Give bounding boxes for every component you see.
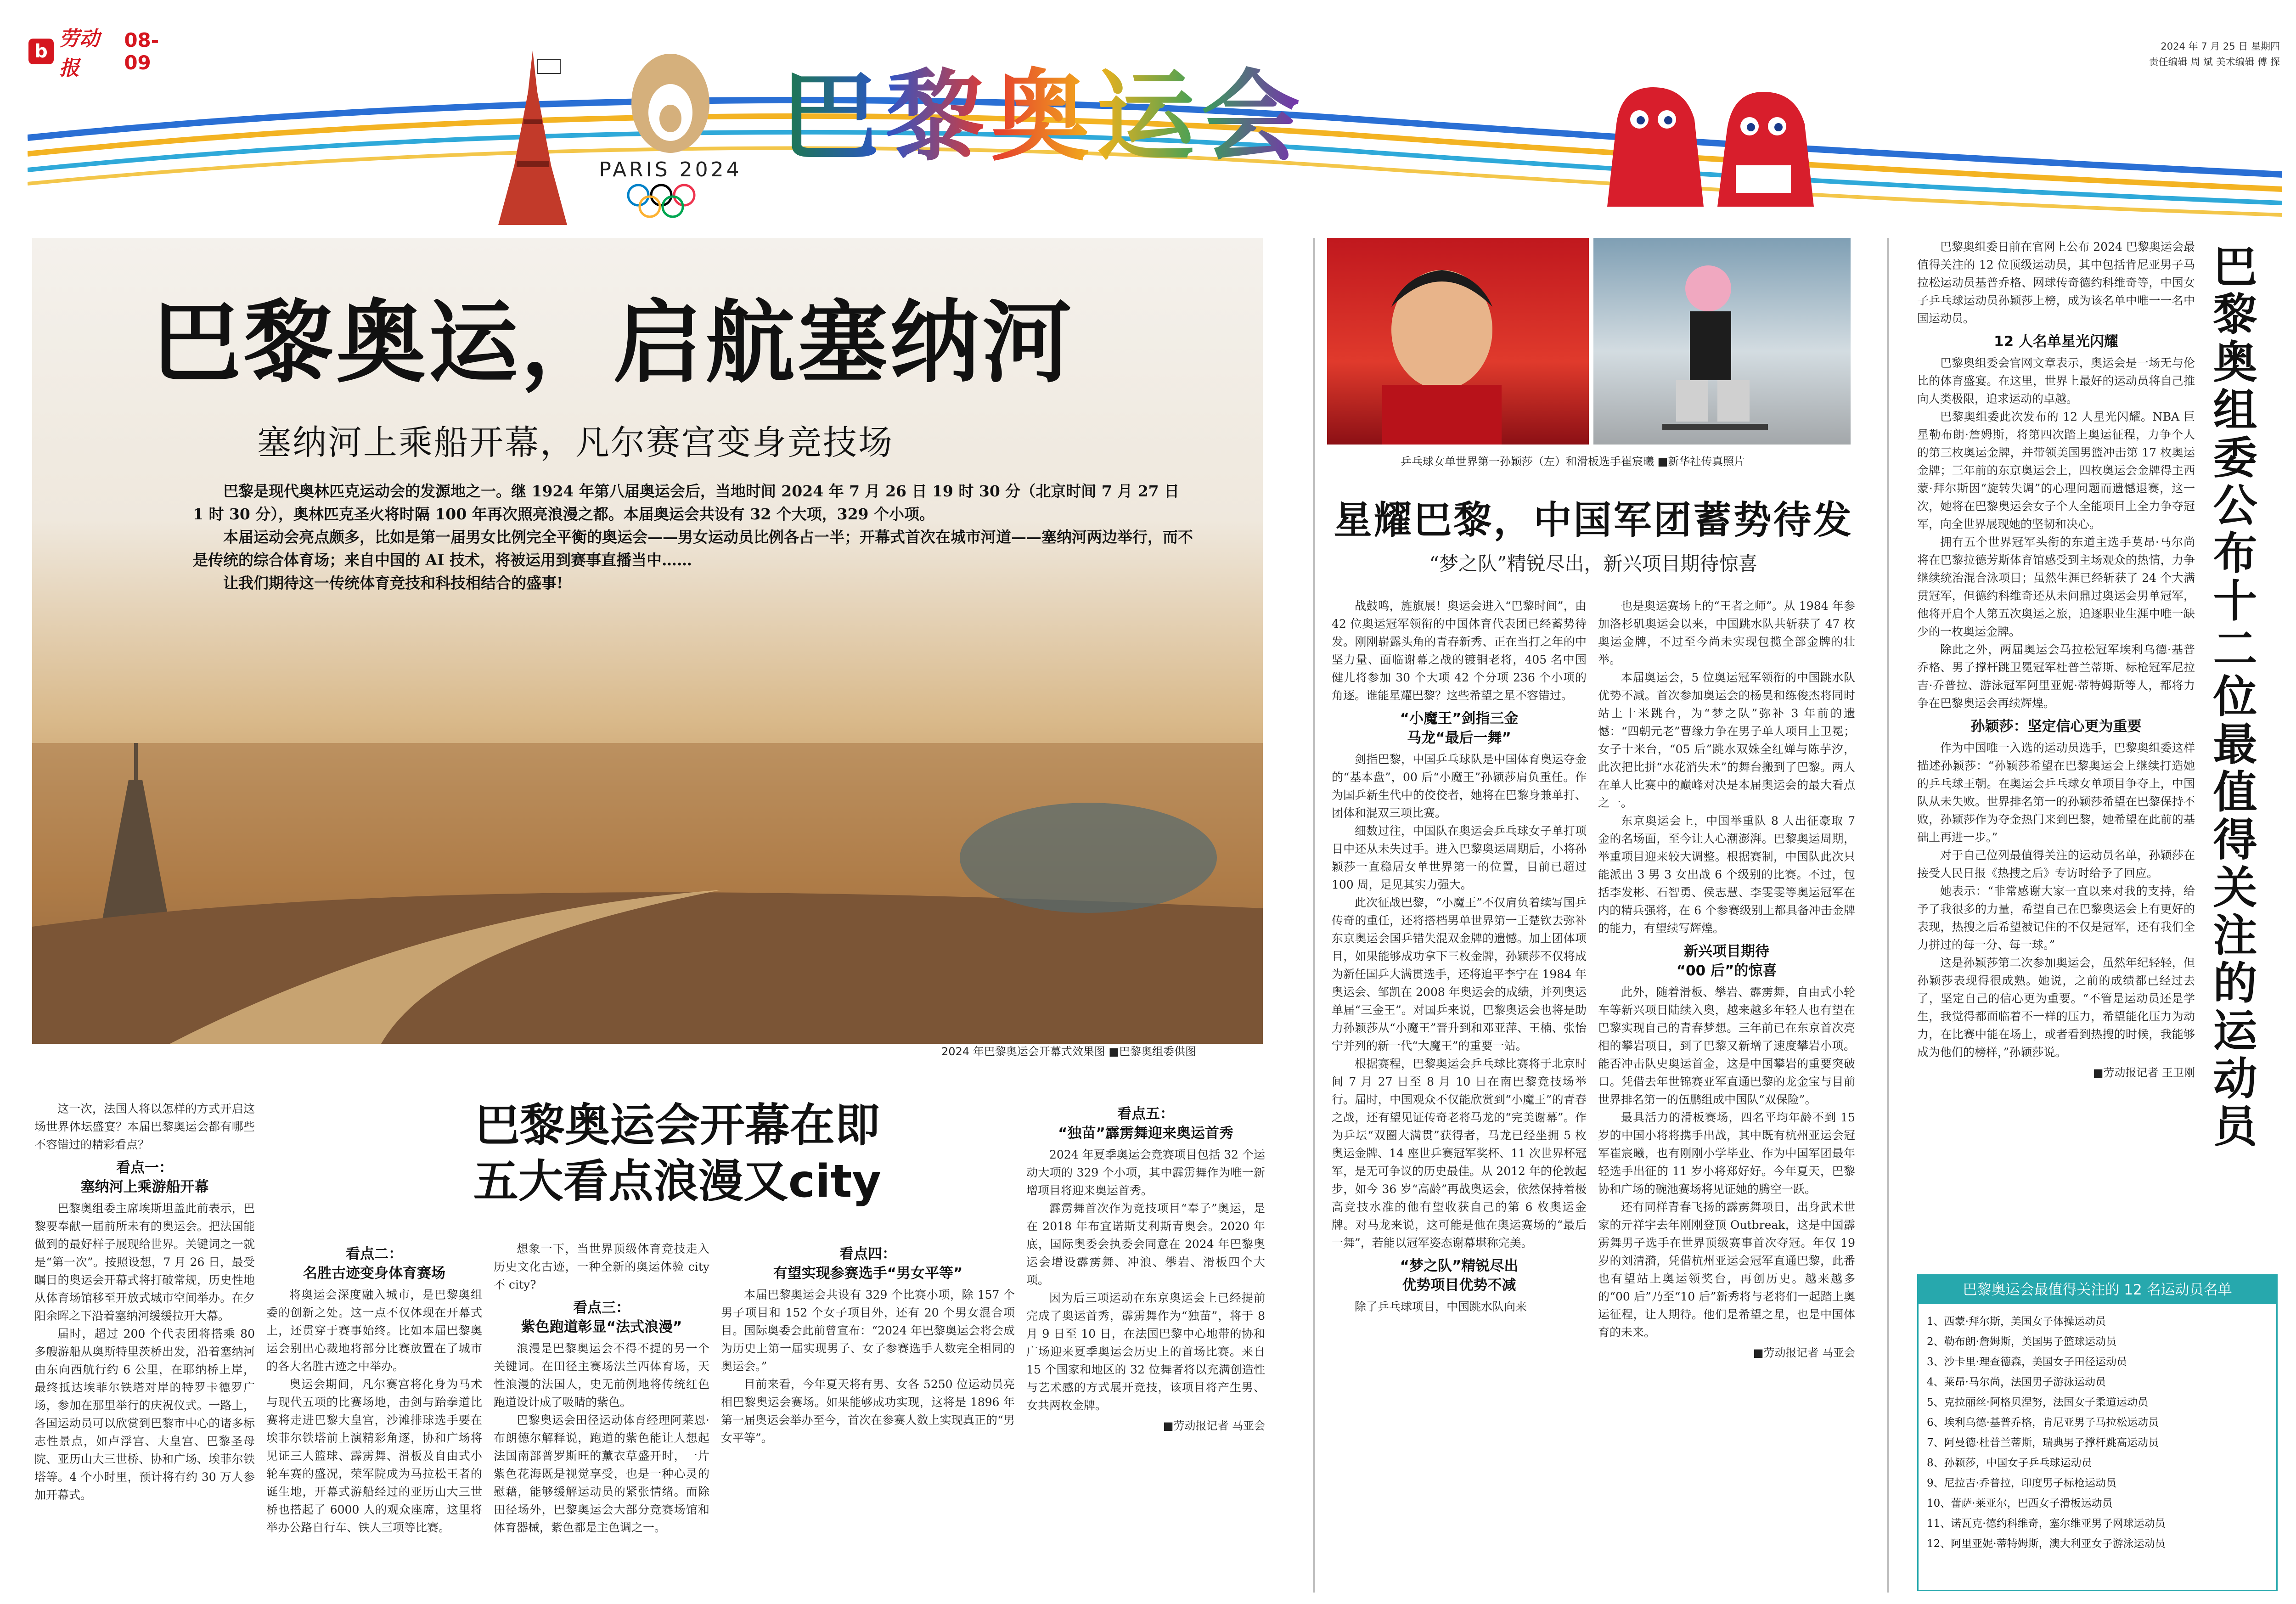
section-heading: 孙颖莎：坚定信心更为重要 [1970, 718, 2142, 735]
article-byline: ■劳动报记者 马亚会 [1753, 1346, 1855, 1359]
article-paragraph: 巴黎奥运会田径运动体育经理阿莱恩·布朗德尔解释说，跑道的紫色能让人想起法国南部普罗斯旺的薰衣草盛开时，一片紫色花海既是视觉享受，也是一种心灵的慰藉，能够缓解运动员的紧张情绪。而除田径场外，巴黎奥运会大部分竞赛场馆和体育器械，紫色都是主色调之一。 [494, 1413, 709, 1534]
article-paragraph: 细数过往，中国队在奥运会乒乓球女子单打项目中还从未失过手。进入巴黎奥运周期后，小将孙颖莎一直稳居女单世界第一的位置，目前已超过 100 周，足见其实力强大。 [1332, 824, 1587, 891]
middle-headline: 星耀巴黎，中国军团蓄势待发 [1334, 498, 1853, 542]
page-number: 08-09 [124, 29, 159, 74]
column-divider [1313, 238, 1315, 1593]
list-item: 10、蕾萨·莱亚尔，巴西女子滑板运动员 [1927, 1497, 2113, 1509]
cui-chenxi-photo [1593, 238, 1851, 445]
article2-headline-line1: 巴黎奥运会开幕在即 [474, 1099, 880, 1152]
article-byline: ■劳动报记者 王卫刚 [2093, 1066, 2195, 1079]
article-paragraph: 除了乒乓球项目，中国跳水队向来 [1355, 1300, 1527, 1313]
middle-column-2 [1598, 597, 1855, 1593]
lead-photo-caption: 2024 年巴黎奥运会开幕式效果图 ■巴黎奥组委供图 [941, 1045, 1197, 1058]
paris-flame-icon [583, 51, 758, 156]
article-paragraph: 浪漫是巴黎奥运会不得不提的另一个关键词。在田径主赛场法兰西体育场，天性浪漫的法国人，史无前例地将传统红色跑道设计成了吸睛的紫色。 [494, 1342, 709, 1409]
article-paragraph: 对于自己位列最值得关注的运动员名单，孙颖莎在接受人民日报《热搜之后》专访时给予了回应。 [1917, 849, 2195, 880]
list-item: 3、沙卡里·理查德森，美国女子田径运动员 [1927, 1356, 2127, 1368]
paris-2024-logo [583, 51, 758, 216]
athlete-list [1919, 1304, 2276, 1554]
article-paragraph: 也是奥运赛场上的“王者之师”。从 1984 年参加洛杉矶奥运会以来，中国跳水队共斩获了 47 枚奥运金牌，不过至今尚未实现包揽全部金牌的壮举。 [1598, 599, 1855, 666]
article-paragraph: 因为后三项运动在东京奥运会上已经提前完成了奥运首秀，霹雳舞作为“独苗”，将于 8 月 9 日至 10 日，在法国巴黎中心地带的协和广场迎来夏季奥运会历史上的首场比赛。来自 15 个国家和地区的 32 位舞者将以充满创造性与艺术感的方式展开竞技，该项目将产生男、女共两枚金牌。 [1026, 1291, 1265, 1412]
section-heading: “梦之队”精锐尽出 优势项目优势不减 [1400, 1258, 1519, 1294]
section-heading: 12 人名单星光闪耀 [1994, 333, 2118, 350]
skateboarder-illustration [1593, 238, 1851, 445]
section-heading: “小魔王”剑指三金 马龙“最后一舞” [1400, 710, 1519, 746]
list-item: 8、孙颖莎，中国女子乒乓球运动员 [1927, 1457, 2092, 1469]
olympic-rings-icon [583, 181, 758, 218]
article-paragraph: 还有同样青春飞扬的霹雳舞项目，出身武术世家的亓祥宇去年刚刚登顶 Outbreak，这是中国霹雳舞男子选手在世界顶级赛事首次夺冠。年仅 19 岁的刘清漪，凭借杭州亚运会冠军直通巴黎，此番也有望站上奥运领奖台，再创历史。越来越多的“00 后”乃至“10 后”新秀将与老将们一起踏上奥运征程，让人期待。他们是希望之星，也是中国体育的未来。 [1598, 1200, 1855, 1339]
paris-2024-text: PARIS 2024 [599, 158, 742, 181]
olympic-mascots-icon [1580, 69, 1846, 220]
article-paragraph: 奥运会期间，凡尔赛宫将化身为马术与现代五项的比赛场地，击剑与跆拳道比赛将走进巴黎大皇宫，沙滩排球选手要在埃菲尔铁塔前上演精彩角逐，协和广场将见证三人篮球、霹雳舞、滑板及自由式小轮车赛的盛况，荣军院成为马拉松王者的诞生地，开幕式游船经过的亚历山大三世桥也搭起了 6000 人的观众座席，这里将举办公路自行车、铁人三项等比赛。 [266, 1378, 482, 1534]
table-tennis-player-illustration [1327, 238, 1589, 445]
right-column [1917, 238, 2195, 1266]
article-paragraph: 剑指巴黎，中国乒乓球队是中国体育奥运夺金的“基本盘”，00 后“小魔王”孙颖莎肩负重任。作为国乒新生代中的佼佼者，她将在巴黎身兼单打、团体和混双三项比赛。 [1332, 753, 1587, 820]
lead-intro-paragraph: 巴黎是现代奥林匹克运动会的发源地之一。继 1924 年第八届奥运会后，当地时间 2024 年 7 月 26 日 19 时 30 分（北京时间 7 月 27 日 1 时 30 分），奥林匹克圣火将时隔 100 年再次照亮浪漫之都。本届奥运会共设有 32 个大项，329 个小项。 [193, 482, 1180, 523]
list-item: 5、克拉丽丝·阿格贝涅努，法国女子柔道运动员 [1927, 1396, 2148, 1408]
article-byline: ■劳动报记者 马亚会 [1163, 1419, 1265, 1432]
article-paragraph: 她表示：“非常感谢大家一直以来对我的支持，给予了我很多的力量，希望自己在巴黎奥运会上有更好的表现，热搜之后希望被记住的不仅是冠军，还有我们全力拼过的每一分、每一球。” [1917, 884, 2195, 951]
article-paragraph: 巴黎奥组委会官网文章表示，奥运会是一场无与伦比的体育盛宴。在这里，世界上最好的运动员将自己推向人类极限，追求运动的卓越。 [1917, 356, 2195, 405]
masthead-logo [28, 27, 185, 80]
editors-line: 责任编辑 周 斌 美术编辑 傅 探 [2149, 56, 2280, 68]
newspaper-name: 劳动报 [59, 27, 100, 80]
section-heading: 看点三： 紫色跑道彰显“法式浪漫” [521, 1300, 682, 1335]
section-heading: 看点五： “独苗”霹雳舞迎来奥运首秀 [1058, 1106, 1233, 1142]
article2-headline-line2: 五大看点浪漫又city [473, 1155, 882, 1208]
eiffel-tower-icon [487, 51, 579, 225]
article-paragraph: 根据赛程，巴黎奥运会乒乓球比赛将于北京时间 7 月 27 日至 8 月 10 日在南巴黎竞技场举行。届时，中国观众不仅能欣赏到“小魔王”的青春之战，还有望见证传奇老将马龙的“完美谢幕”。作为乒坛“双圈大满贯”获得者，马龙已经坐拥 5 枚奥运金牌、14 座世乒赛冠军奖杯、11 次世界杯冠军，是无可争议的历史最佳。从 2012 年的伦敦起步，如今 36 岁“高龄”再战奥运会，依然保持着极高竞技水准的他有望收获自己的第 6 枚奥运金牌。对马龙来说，这可能是他在奥运赛场的“最后一舞”，若能以冠军姿态谢幕堪称完美。 [1332, 1057, 1587, 1249]
section-heading: 看点一： 塞纳河上乘游船开幕 [80, 1159, 209, 1195]
article-paragraph: 战鼓鸣，旌旗展！奥运会进入“巴黎时间”，由 42 位奥运冠军领衔的中国体育代表团已经蓄势待发。刚刚崭露头角的青春新秀、正在当打之年的中坚力量、面临谢幕之战的镀铜老将，405 名中国健儿将参加 30 个大项 42 个分项 236 个小项的角逐。谁能星耀巴黎？这些希望之星不容错过。 [1332, 599, 1587, 702]
article-paragraph: 巴黎奥组委主席埃斯坦盖此前表示，巴黎要奉献一届前所未有的奥运会。把法国能做到的最好样子展现给世界。关键词之一就是“第一次”。按照设想，7 月 26 日，最受瞩目的奥运会开幕式将打破常规，历史性地从体育场馆移至开放式城市空间举办。在夕阳余晖之下沿着塞纳河缓缓拉开大幕。 [34, 1202, 255, 1323]
article-paragraph: 作为中国唯一入选的运动员选手，巴黎奥组委这样描述孙颖莎：“孙颖莎希望在巴黎奥运会上继续打造她的乒乓球王朝。在奥运会乒乓球女单项目争夺上，中国队从未失败。世界排名第一的孙颖莎希望在巴黎保持不败，孙颖莎作为夺金热门来到巴黎，她希望在此前的基础上再进一步。” [1917, 741, 2195, 844]
athlete-list-box [1917, 1274, 2278, 1591]
list-item: 4、莱昂·马尔尚，法国男子游泳运动员 [1927, 1376, 2106, 1388]
lead-intro [193, 480, 1194, 595]
middle-subheadline: “梦之队”精锐尽出，新兴项目期待惊喜 [1429, 552, 1758, 575]
article2-column-1 [34, 1100, 255, 1596]
article2-headline [390, 1097, 964, 1210]
article-paragraph: 将奥运会深度融入城市，是巴黎奥组委的创新之处。这一点不仅体现在开幕式上，还贯穿于赛事始终。比如本届巴黎奥运会别出心裁地将部分比赛放置在了城市的各大名胜古迹之中举办。 [266, 1288, 482, 1373]
lead-headline: 巴黎奥运，启航塞纳河 [152, 290, 1075, 395]
list-item: 6、埃利乌德·基普乔格，肯尼亚男子马拉松运动员 [1927, 1417, 2159, 1429]
right-vertical-headline: 巴黎奥组委公布十二位最值得关注的运动员 [2206, 243, 2257, 1151]
list-item: 12、阿里亚妮·蒂特姆斯，澳大利亚女子游泳运动员 [1927, 1538, 2166, 1550]
newspaper-logo-icon: b [28, 39, 54, 64]
section-heading: 看点四： 有望实现参赛选手“男女平等” [773, 1246, 963, 1282]
article2-column-2 [266, 1240, 482, 1596]
article-paragraph: 目前来看，今年夏天将有男、女各 5250 位运动员亮相巴黎奥运会赛场。如果能够成功实现，这将是 1896 年第一届奥运会举办至今，首次在参赛人数上实现真正的“男女平等”。 [721, 1378, 1015, 1445]
lead-subheadline: 塞纳河上乘船开幕，凡尔赛宫变身竞技场 [257, 423, 894, 462]
article2-column-3 [494, 1240, 709, 1596]
column-divider [1887, 238, 1889, 1593]
list-item: 1、西蒙·拜尔斯，美国女子体操运动员 [1927, 1316, 2106, 1328]
list-item: 2、勒布朗·詹姆斯，美国男子篮球运动员 [1927, 1336, 2116, 1348]
article2-column-4 [721, 1240, 1015, 1596]
article-paragraph: 巴黎奥组委此次发布的 12 人星光闪耀。NBA 巨星勒布朗·詹姆斯，将第四次踏上奥运征程，力争个人的第三枚奥运金牌，并带领美国男篮冲击第 17 枚奥运金牌；三年前的东京奥运会上，四枚奥运会金牌得主西蒙·拜尔斯因“旋转失调”的心理问题而遗憾退赛，这一次，她将在巴黎奥运会女子个人全能项目上全力争夺冠军，向全世界展现她的坚韧和决心。 [1917, 410, 2195, 531]
middle-photo-caption: 乒乓球女单世界第一孙颖莎（左）和滑板选手崔宸曦 ■新华社传真照片 [1401, 455, 1745, 468]
article-paragraph: 本届巴黎奥运会共设有 329 个比赛小项，除 157 个男子项目和 152 个女子项目外，还有 20 个男女混合项目。国际奥委会此前曾宣布：“2024 年巴黎奥运会将会成为历史上第一届实现男子、女子参赛选手人数完全相同的奥运会。” [721, 1288, 1015, 1373]
article-paragraph: 巴黎奥组委日前在官网上公布 2024 巴黎奥运会最值得关注的 12 位顶级运动员，其中包括肯尼亚男子马拉松运动员基普乔格、网球传奇德约科维奇等，中国女子乒乓球运动员孙颖莎上榜，成为该名单中唯一一名中国运动员。 [1917, 240, 2195, 325]
list-item: 9、尼拉吉·乔普拉，印度男子标枪运动员 [1927, 1477, 2116, 1489]
article-paragraph: 最具活力的滑板赛场，四名平均年龄不到 15 岁的中国小将将携手出战，其中既有杭州亚运会冠军崔宸曦，也有刚刚小学毕业、作为中国军团最年轻选手出征的 11 岁小将郑好好。今年夏天，巴黎协和广场的碗池赛场将见证她的腾空一跃。 [1598, 1111, 1855, 1196]
list-item: 11、诺瓦克·德约科维奇，塞尔维亚男子网球运动员 [1927, 1518, 2166, 1530]
section-heading: 看点二： 名胜古迹变身体育赛场 [303, 1246, 445, 1282]
publication-date: 2024 年 7 月 25 日 星期四 [2161, 41, 2280, 52]
article-paragraph: 想象一下，当世界顶级体育竞技走入历史文化古迹，一种全新的奥运体验 city 不 city? [494, 1242, 709, 1291]
middle-column-1 [1332, 597, 1587, 1593]
lead-intro-paragraph: 本届运动会亮点颇多，比如是第一届男女比例完全平衡的奥运会——男女运动员比例各占一半；开幕式首次在城市河道——塞纳河两边举行，而不是传统的综合体育场；来自中国的 AI 技术，将被运用到赛事直播当中…… [193, 528, 1193, 569]
banner-title: 巴黎奥运会 [781, 59, 1306, 174]
athlete-list-title: 巴黎奥运会最值得关注的 12 名运动员名单 [1919, 1276, 2276, 1304]
article2-column-5 [1026, 1100, 1265, 1596]
article-paragraph: 此次征战巴黎，“小魔王”不仅肩负着续写国乒传奇的重任，还将搭档男单世界第一王楚钦去弥补东京奥运会国乒错失混双金牌的遗憾。加上团体项目，如果能够成功拿下三枚金牌，孙颖莎不仅将成为新任国乒大满贯选手，还将追平李宁在 1984 年奥运会、邹凯在 2008 年奥运会的成绩，并列奥运单届“三金王”。对国乒来说，巴黎奥运会也将是助力孙颖莎从“小魔王”晋升到和邓亚萍、王楠、张怡宁并列的新一代“大魔王”的重要一站。 [1332, 896, 1587, 1052]
article-paragraph: 2024 年夏季奥运会竞赛项目包括 32 个运动大项的 329 个小项，其中霹雳舞作为唯一新增项目将迎来奥运首秀。 [1026, 1148, 1265, 1197]
article-paragraph: 本届奥运会，5 位奥运冠军领衔的中国跳水队优势不减。首次参加奥运会的杨昊和练俊杰将同时站上十米跳台，为“梦之队”弥补 3 年前的遗憾：“四朝元老”曹缘力争在男子单人项目上卫冕；女子十米台，“05 后”跳水双姝全红婵与陈芋汐，此次把比拼“水花消失术”的舞台搬到了巴黎。两人在单人比赛中的巅峰对决是本届奥运会的最大看点之一。 [1598, 671, 1855, 810]
article-paragraph: 这是孙颖莎第二次参加奥运会，虽然年纪轻轻，但孙颖莎表现得很成熟。她说，之前的成绩都已经过去了，坚定自己的信心更为重要。“不管是运动员还是学生，我觉得都面临着不一样的压力，希望能化压力为动力，在比赛中能在场上，或者看到热搜的时候，我能够成为他们的榜样，”孙颖莎说。 [1917, 956, 2195, 1059]
article-paragraph: 此外，随着滑板、攀岩、霹雳舞，自由式小轮车等新兴项目陆续入奥，越来越多年轻人也有望在巴黎实现自己的青春梦想。三年前已在东京首次亮相的攀岩项目，到了巴黎又新增了速度攀岩小项。能否冲击队史奥运首金，这是中国攀岩的重要突破口。凭借去年世锦赛亚军直通巴黎的龙金宝与目前世界排名第一的伍鹏组成中国队“双保险”。 [1598, 985, 1855, 1106]
article-paragraph: 拥有五个世界冠军头衔的东道主选手莫昂·马尔尚将在巴黎拉德芳斯体育馆感受到主场观众的热情，力争继续统治混合泳项目；虽然生涯已经斩获了 24 个大满贯冠军，但德约科维奇还从未问鼎过奥运会男单冠军，他将开启个人第五次奥运之旅，追逐职业生涯中唯一缺少的一枚奥运金牌。 [1917, 535, 2195, 638]
article-paragraph: 这一次，法国人将以怎样的方式开启这场世界体坛盛宴？本届巴黎奥运会都有哪些不容错过的精彩看点？ [34, 1102, 255, 1151]
lead-intro-paragraph: 让我们期待这一传统体育竞技和科技相结合的盛事! [223, 574, 563, 592]
article-paragraph: 届时，超过 200 个代表团将搭乘 80 多艘游船从奥斯特里茨桥出发，沿着塞纳河由东向西航行约 6 公里，在耶纳桥上岸，最终抵达埃菲尔铁塔对岸的特罗卡德罗广场，参加在那里举行的庆祝仪式。一路上，各国运动员可以欣赏到巴黎市中心的诸多标志性景点，如卢浮宫、大皇宫、巴黎圣母院、亚历山大三世桥、协和广场、埃菲尔铁塔等。4 个小时里，预计将有约 30 万人参加开幕式。 [34, 1327, 255, 1502]
article-paragraph: 除此之外，两届奥运会马拉松冠军埃利乌德·基普乔格、男子撑杆跳卫冕冠军杜普兰蒂斯、标枪冠军尼拉吉·乔普拉、游泳冠军阿里亚妮·蒂特姆斯等人，都将力争在巴黎奥运会再续辉煌。 [1917, 643, 2195, 710]
section-heading: 新兴项目期待 “00 后”的惊喜 [1676, 943, 1777, 979]
header-date-block [2149, 39, 2280, 70]
sun-yingsha-photo [1327, 238, 1589, 445]
list-item: 7、阿曼德·杜普兰蒂斯，瑞典男子撑杆跳高运动员 [1927, 1437, 2159, 1449]
article-paragraph: 东京奥运会上，中国举重队 8 人出征豪取 7 金的名场面，至今让人心潮澎湃。巴黎奥运周期，举重项目迎来较大调整。根据赛制，中国队此次只能派出 3 男 3 女出战 6 个级别的比赛。不过，包括李发彬、石智勇、侯志慧、李雯雯等奥运冠军在内的精兵强将，在 6 个参赛级别上都具备冲击金牌的能力，有望续写辉煌。 [1598, 814, 1855, 935]
article-paragraph: 霹雳舞首次作为竞技项目“奉子”奥运，是在 2018 年布宜诺斯艾利斯青奥会。2020 年底，国际奥委会执委会同意在 2024 年巴黎奥运会增设霹雳舞、冲浪、攀岩、滑板四个大项。 [1026, 1202, 1265, 1287]
